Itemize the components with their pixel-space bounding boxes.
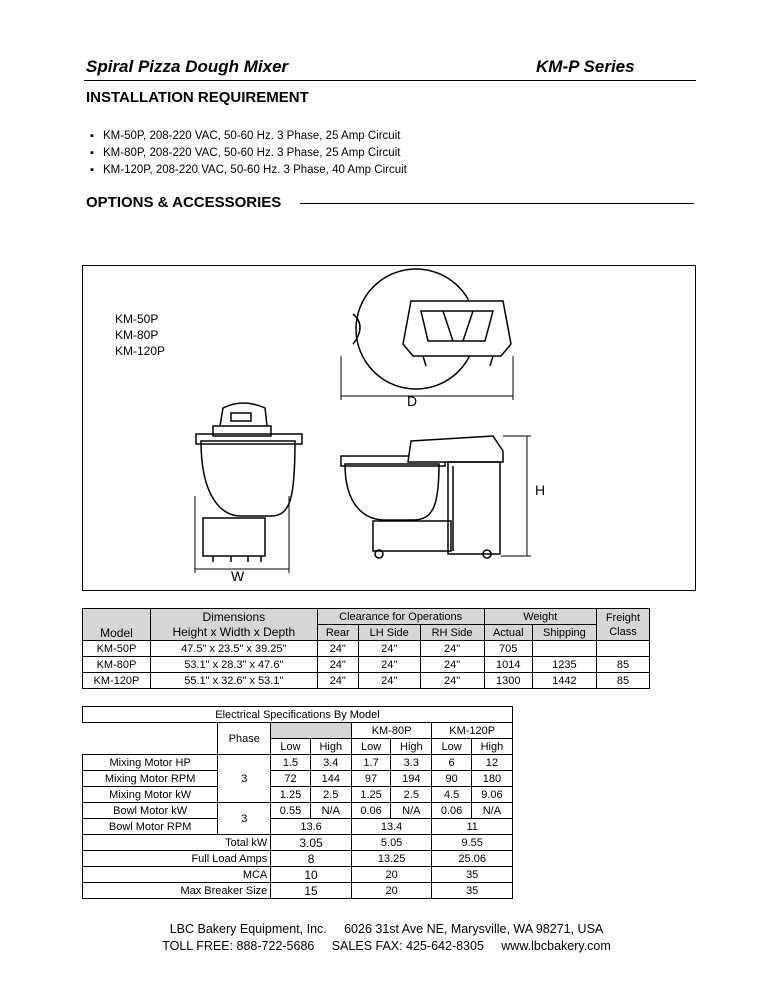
col-actual: Actual	[484, 625, 532, 641]
col-phase: Phase	[218, 723, 271, 755]
diagram-models: KM-50P KM-80P KM-120P	[115, 312, 166, 358]
dimension-h-label: H	[535, 482, 546, 498]
col-lh: LH Side	[358, 625, 420, 641]
table-row: Bowl Motor RPM 13.6 13.4 11	[83, 819, 513, 835]
page-title: Spiral Pizza Dough Mixer	[86, 57, 289, 76]
electrical-table: Electrical Specifications By Model Phase KM-80P KM-120P Low High Low High Low High Mixing Motor HP 3 1.5 3.4 1.7 3.3 6 12 Mixing Motor RPM 72 144 97 194 90 180 Mixing Motor kW 1.25 2.5 1.25 2.5 4.5 9.06 Bowl Motor kW 3 0.55 N/A 0.06 N/A 0.06 N/A Bowl Motor RPM 13.6 13.4 11 Total kW 3.05 5.05 9.55 Full Load Amps 8 13.25 25.06 MCA 10 20 35 Max Breaker Size 15 20 35	[82, 706, 513, 899]
table-row: Total kW 3.05 5.05 9.55	[83, 835, 513, 851]
col-dimensions: Dimensions Height x Width x Depth	[150, 609, 317, 641]
footer-address: LBC Bakery Equipment, Inc. 6026 31st Ave NE, Marysville, WA 98271, USA	[169, 922, 604, 936]
list-item: ▪ KM-120P, 208-220 VAC, 50-60 Hz. 3 Phase, 40 Amp Circuit	[90, 162, 407, 179]
col-rh: RH Side	[420, 625, 484, 641]
col-model: Model	[83, 609, 151, 641]
table-row: Mixing Motor kW 1.25 2.5 1.25 2.5 4.5 9.06	[83, 787, 513, 803]
list-item: ▪ KM-80P, 208-220 VAC, 50-60 Hz. 3 Phase, 25 Amp Circuit	[90, 145, 407, 162]
table-row: MCA 10 20 35	[83, 867, 513, 883]
dimension-d-label: D	[407, 393, 418, 409]
col-rear: Rear	[317, 625, 358, 641]
mixer-diagram	[82, 265, 696, 591]
dimensions-table	[82, 608, 650, 689]
table-row: Mixing Motor HP 3 1.5 3.4 1.7 3.3 6 12	[83, 755, 513, 771]
installation-list	[90, 128, 407, 179]
bullet-icon: ▪	[90, 147, 94, 159]
table-row: Mixing Motor RPM 72 144 97 194 90 180	[83, 771, 513, 787]
title-divider	[84, 80, 696, 81]
dimension-w-label: W	[231, 568, 245, 584]
col-freight: Freight Class	[596, 609, 649, 641]
list-item: ▪ KM-50P, 208-220 VAC, 50-60 Hz. 3 Phase, 25 Amp Circuit	[90, 128, 407, 145]
footer-contact: TOLL FREE: 888-722-5686 SALES FAX: 425-642-8305 www.lbcbakery.com	[162, 939, 611, 953]
options-heading: OPTIONS & ACCESSORIES	[86, 194, 282, 211]
mixer-drawing	[83, 266, 694, 589]
col-clearance: Clearance for Operations	[317, 609, 484, 625]
series-title: KM-P Series	[536, 57, 635, 76]
options-divider	[300, 203, 694, 204]
bullet-icon: ▪	[90, 130, 94, 142]
bullet-icon: ▪	[90, 164, 94, 176]
col-weight: Weight	[484, 609, 596, 625]
table-row: KM-120P 55.1" x 32.6" x 53.1" 24" 24" 24" 1300 1442 85	[83, 673, 650, 689]
col-km80: KM-80P	[351, 723, 432, 739]
installation-heading: INSTALLATION REQUIREMENT	[86, 89, 309, 106]
table-row: Full Load Amps 8 13.25 25.06	[83, 851, 513, 867]
table-row: Max Breaker Size 15 20 35	[83, 883, 513, 899]
table-row: KM-80P 53.1" x 28.3" x 47.6" 24" 24" 24" 1014 1235 85	[83, 657, 650, 673]
electrical-title: Electrical Specifications By Model	[83, 707, 513, 723]
table-row: KM-50P 47.5" x 23.5" x 39.25" 24" 24" 24" 705	[83, 641, 650, 657]
table-row: Bowl Motor kW 3 0.55 N/A 0.06 N/A 0.06 N/A	[83, 803, 513, 819]
col-km120: KM-120P	[432, 723, 513, 739]
col-shipping: Shipping	[532, 625, 596, 641]
